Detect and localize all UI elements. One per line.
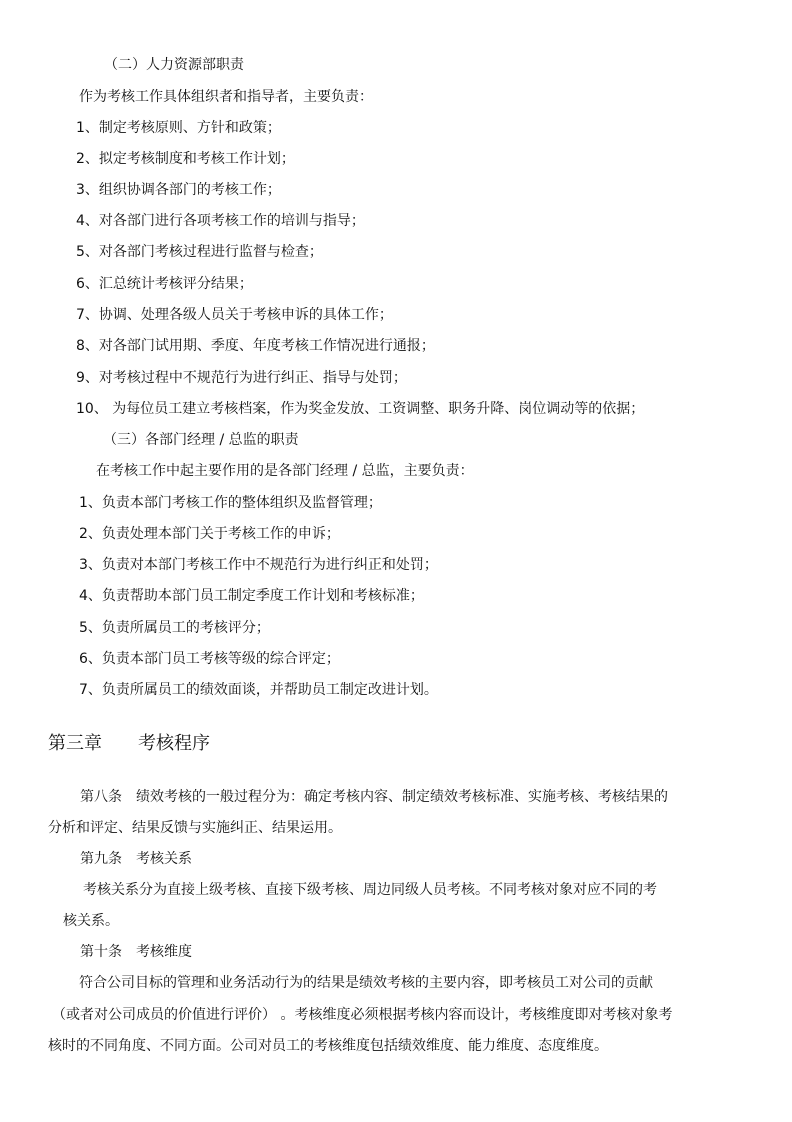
list-item: 6、负责本部门员工考核等级的综合评定；: [79, 651, 340, 667]
list-item: 6、汇总统计考核评分结果；: [76, 276, 253, 292]
list-item: 5、对各部门考核过程进行监督与检查；: [76, 244, 323, 260]
list-item: 3、负责对本部门考核工作中不规范行为进行纠正和处罚；: [79, 557, 438, 573]
article-8-line: 分析和评定、结果反馈与实施纠正、结果运用。: [48, 820, 342, 836]
article-9-line: 核关系。: [63, 913, 119, 929]
chapter-title: 第三章 考核程序: [48, 733, 210, 754]
list-item: 2、负责处理本部门关于考核工作的申诉；: [79, 526, 340, 542]
section-intro-managers: 在考核工作中起主要作用的是各部门经理 / 总监，主要负责：: [96, 463, 474, 479]
list-item: 8、对各部门试用期、季度、年度考核工作情况进行通报；: [76, 338, 435, 354]
list-item: 2、拟定考核制度和考核工作计划；: [76, 151, 295, 167]
list-item: 9、对考核过程中不规范行为进行纠正、指导与处罚；: [76, 370, 407, 386]
list-item: 4、负责帮助本部门员工制定季度工作计划和考核标准；: [79, 588, 424, 604]
section-intro-hr: 作为考核工作具体组织者和指导者，主要负责：: [79, 89, 373, 105]
list-item: 4、对各部门进行各项考核工作的培训与指导；: [76, 213, 365, 229]
article-10-line: 符合公司目标的管理和业务活动行为的结果是绩效考核的主要内容，即考核员工对公司的贡献: [79, 975, 653, 991]
article-10-line: 核时的不同角度、不同方面。公司对员工的考核维度包括绩效维度、能力维度、态度维度。: [48, 1038, 608, 1054]
article-10-title: 第十条 考核维度: [80, 944, 192, 960]
article-10-line: （或者对公司成员的价值进行评价） 。考核维度必须根据考核内容而设计，考核维度即对考核对象考: [52, 1007, 673, 1023]
section-heading-managers: （三）各部门经理 / 总监的职责: [103, 432, 299, 448]
article-9-title: 第九条 考核关系: [80, 851, 192, 867]
list-item: 7、负责所属员工的绩效面谈，并帮助员工制定改进计划。: [79, 682, 438, 698]
article-8-line: 第八条 绩效考核的一般过程分为：确定考核内容、制定绩效考核标准、实施考核、考核结果的: [80, 789, 668, 805]
article-9-line: 考核关系分为直接上级考核、直接下级考核、周边同级人员考核。不同考核对象对应不同的考: [83, 882, 657, 898]
list-item: 10、 为每位员工建立考核档案，作为奖金发放、工资调整、职务升降、岗位调动等的依据；: [76, 401, 645, 417]
list-item: 1、制定考核原则、方针和政策；: [76, 120, 281, 136]
list-item: 5、负责所属员工的考核评分；: [79, 620, 270, 636]
list-item: 1、负责本部门考核工作的整体组织及监督管理；: [79, 495, 382, 511]
list-item: 3、组织协调各部门的考核工作；: [76, 182, 281, 198]
list-item: 7、协调、处理各级人员关于考核申诉的具体工作；: [76, 307, 393, 323]
section-heading-hr: （二）人力资源部职责: [104, 57, 244, 73]
